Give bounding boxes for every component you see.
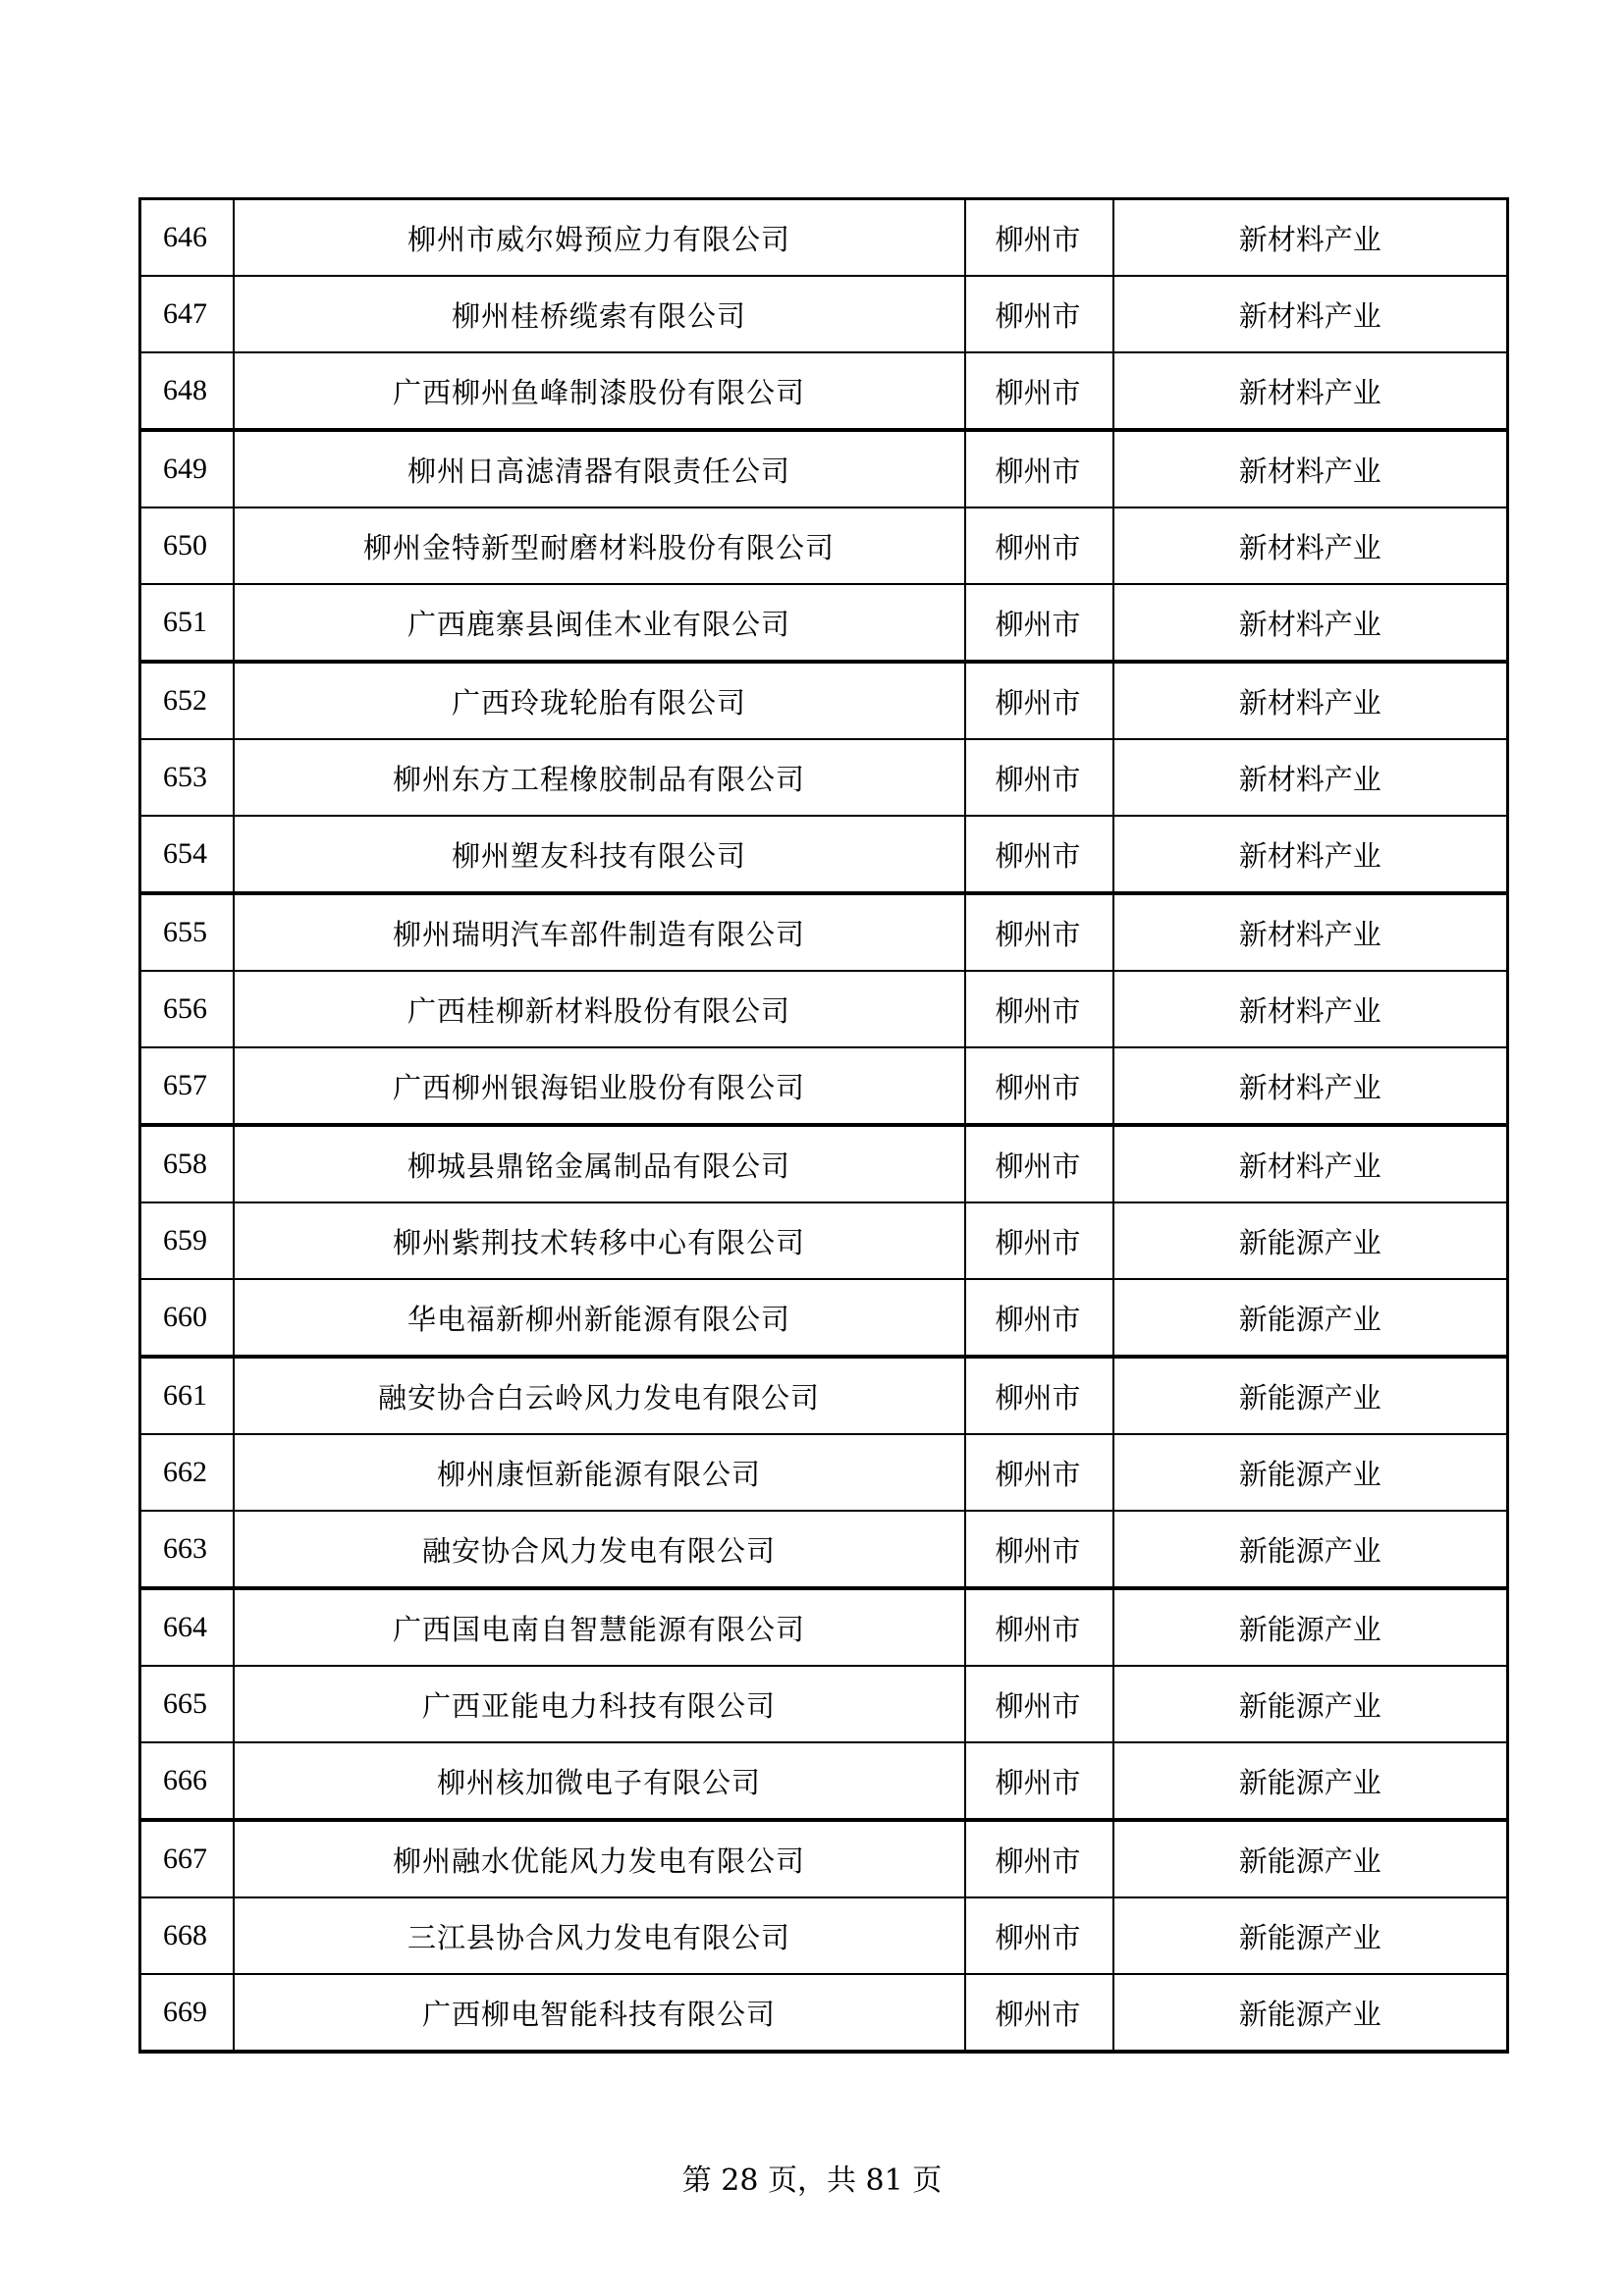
table-row (140, 1202, 1508, 1279)
company-name: 柳州塑友科技有限公司 (234, 816, 965, 893)
table-row (140, 276, 1508, 352)
row-number: 651 (140, 584, 234, 662)
table-row (140, 1511, 1508, 1588)
industry: 新能源产业 (1113, 1511, 1508, 1588)
industry: 新材料产业 (1113, 816, 1508, 893)
industry: 新能源产业 (1113, 1666, 1508, 1742)
city: 柳州市 (965, 507, 1113, 584)
table-row (140, 199, 1508, 277)
city: 柳州市 (965, 1279, 1113, 1357)
company-name: 柳州康恒新能源有限公司 (234, 1434, 965, 1511)
city: 柳州市 (965, 739, 1113, 816)
city: 柳州市 (965, 1666, 1113, 1742)
industry: 新材料产业 (1113, 971, 1508, 1047)
city: 柳州市 (965, 199, 1113, 277)
industry: 新材料产业 (1113, 430, 1508, 507)
industry: 新材料产业 (1113, 276, 1508, 352)
city: 柳州市 (965, 352, 1113, 430)
city: 柳州市 (965, 893, 1113, 971)
row-number: 658 (140, 1125, 234, 1202)
city: 柳州市 (965, 816, 1113, 893)
industry: 新能源产业 (1113, 1357, 1508, 1434)
table-row (140, 1742, 1508, 1820)
row-number: 667 (140, 1820, 234, 1897)
row-number: 664 (140, 1588, 234, 1666)
industry: 新能源产业 (1113, 1742, 1508, 1820)
table-row (140, 1820, 1508, 1897)
row-number: 659 (140, 1202, 234, 1279)
industry: 新材料产业 (1113, 584, 1508, 662)
row-number: 662 (140, 1434, 234, 1511)
city: 柳州市 (965, 1974, 1113, 2052)
table-row (140, 1666, 1508, 1742)
company-name: 广西国电南自智慧能源有限公司 (234, 1588, 965, 1666)
row-number: 650 (140, 507, 234, 584)
row-number: 647 (140, 276, 234, 352)
table-row (140, 507, 1508, 584)
industry: 新材料产业 (1113, 507, 1508, 584)
city: 柳州市 (965, 1125, 1113, 1202)
row-number: 654 (140, 816, 234, 893)
company-name: 融安协合风力发电有限公司 (234, 1511, 965, 1588)
company-table-body (140, 199, 1508, 2053)
city: 柳州市 (965, 662, 1113, 739)
industry: 新能源产业 (1113, 1588, 1508, 1666)
table-row (140, 1974, 1508, 2052)
row-number: 666 (140, 1742, 234, 1820)
city: 柳州市 (965, 430, 1113, 507)
company-name: 柳州桂桥缆索有限公司 (234, 276, 965, 352)
row-number: 653 (140, 739, 234, 816)
city: 柳州市 (965, 1588, 1113, 1666)
row-number: 656 (140, 971, 234, 1047)
industry: 新能源产业 (1113, 1202, 1508, 1279)
city: 柳州市 (965, 1897, 1113, 1974)
company-name: 华电福新柳州新能源有限公司 (234, 1279, 965, 1357)
table-row (140, 1125, 1508, 1202)
city: 柳州市 (965, 584, 1113, 662)
table-row (140, 1357, 1508, 1434)
company-name: 柳州瑞明汽车部件制造有限公司 (234, 893, 965, 971)
table-row (140, 816, 1508, 893)
industry: 新能源产业 (1113, 1974, 1508, 2052)
company-name: 广西柳州银海铝业股份有限公司 (234, 1047, 965, 1125)
row-number: 668 (140, 1897, 234, 1974)
company-name: 柳州金特新型耐磨材料股份有限公司 (234, 507, 965, 584)
row-number: 649 (140, 430, 234, 507)
city: 柳州市 (965, 1202, 1113, 1279)
company-name: 柳州日高滤清器有限责任公司 (234, 430, 965, 507)
city: 柳州市 (965, 1357, 1113, 1434)
city: 柳州市 (965, 971, 1113, 1047)
company-name: 广西桂柳新材料股份有限公司 (234, 971, 965, 1047)
industry: 新材料产业 (1113, 662, 1508, 739)
table-row (140, 352, 1508, 430)
row-number: 669 (140, 1974, 234, 2052)
industry: 新能源产业 (1113, 1279, 1508, 1357)
row-number: 661 (140, 1357, 234, 1434)
city: 柳州市 (965, 1742, 1113, 1820)
row-number: 657 (140, 1047, 234, 1125)
table-row (140, 971, 1508, 1047)
table-row (140, 1279, 1508, 1357)
city: 柳州市 (965, 276, 1113, 352)
row-number: 663 (140, 1511, 234, 1588)
table-row (140, 584, 1508, 662)
table-row (140, 893, 1508, 971)
company-table (138, 197, 1509, 2054)
table-row (140, 1897, 1508, 1974)
industry: 新能源产业 (1113, 1820, 1508, 1897)
table-row (140, 1047, 1508, 1125)
table-row (140, 739, 1508, 816)
industry: 新材料产业 (1113, 739, 1508, 816)
industry: 新材料产业 (1113, 1047, 1508, 1125)
city: 柳州市 (965, 1511, 1113, 1588)
company-name: 广西亚能电力科技有限公司 (234, 1666, 965, 1742)
city: 柳州市 (965, 1047, 1113, 1125)
row-number: 665 (140, 1666, 234, 1742)
table-row (140, 1434, 1508, 1511)
company-name: 广西柳州鱼峰制漆股份有限公司 (234, 352, 965, 430)
industry: 新材料产业 (1113, 352, 1508, 430)
company-name: 广西玲珑轮胎有限公司 (234, 662, 965, 739)
row-number: 648 (140, 352, 234, 430)
city: 柳州市 (965, 1434, 1113, 1511)
company-name: 柳州市威尔姆预应力有限公司 (234, 199, 965, 277)
industry: 新能源产业 (1113, 1434, 1508, 1511)
company-name: 柳城县鼎铭金属制品有限公司 (234, 1125, 965, 1202)
row-number: 646 (140, 199, 234, 277)
industry: 新能源产业 (1113, 1897, 1508, 1974)
company-name: 柳州紫荆技术转移中心有限公司 (234, 1202, 965, 1279)
company-name: 三江县协合风力发电有限公司 (234, 1897, 965, 1974)
row-number: 652 (140, 662, 234, 739)
page-footer: 第 28 页，共 81 页 (681, 2163, 943, 2198)
table-row (140, 430, 1508, 507)
industry: 新材料产业 (1113, 893, 1508, 971)
company-name: 柳州融水优能风力发电有限公司 (234, 1820, 965, 1897)
company-name: 广西鹿寨县闽佳木业有限公司 (234, 584, 965, 662)
row-number: 660 (140, 1279, 234, 1357)
company-name: 融安协合白云岭风力发电有限公司 (234, 1357, 965, 1434)
industry: 新材料产业 (1113, 199, 1508, 277)
company-name: 柳州东方工程橡胶制品有限公司 (234, 739, 965, 816)
company-name: 广西柳电智能科技有限公司 (234, 1974, 965, 2052)
company-name: 柳州核加微电子有限公司 (234, 1742, 965, 1820)
industry: 新材料产业 (1113, 1125, 1508, 1202)
table-row (140, 662, 1508, 739)
row-number: 655 (140, 893, 234, 971)
table-row (140, 1588, 1508, 1666)
city: 柳州市 (965, 1820, 1113, 1897)
